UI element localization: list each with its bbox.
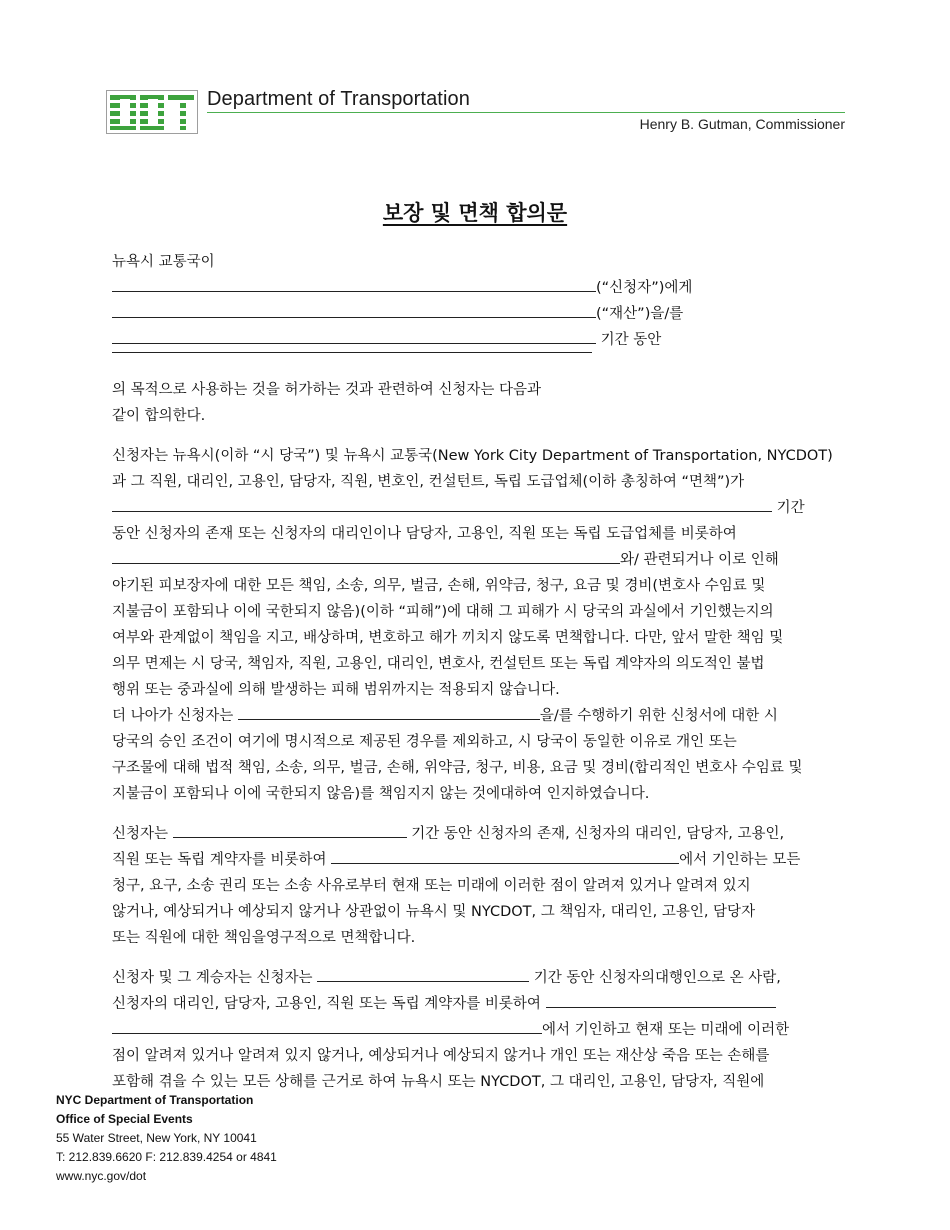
- intro-line-period: [112, 327, 661, 353]
- para3-period-field[interactable]: [317, 967, 529, 982]
- para3-line-4: 점이 알려져 있거나 알려져 있지 않거나, 예상되거나 예상되지 않거나 개인 또는 재산상 죽음 또는 손해를: [112, 1048, 770, 1064]
- para1-line-13: 구조물에 대해 법적 책임, 소송, 의무, 벌금, 손해, 위약금, 청구, 비용, 요금 및 경비(합리적인 변호사 수임료 및: [112, 760, 803, 776]
- para1-line-6: 야기된 피보장자에 대한 모든 책임, 소송, 의무, 벌금, 손해, 위약금, 청구, 요금 및 경비(변호사 수임료 및: [112, 578, 766, 594]
- para1-line-2: 과 그 직원, 대리인, 고용인, 담당자, 직원, 변호인, 컨설턴트, 독립 도급업체(이하 총칭하여 “면책”)가: [112, 474, 745, 490]
- footer-org: [56, 1091, 277, 1110]
- para2-line-3: 청구, 요구, 소송 권리 또는 소송 사유로부터 현재 또는 미래에 이러한 점이 알려져 있거나 알려져 있지: [112, 878, 751, 894]
- para1-line-5: [112, 547, 779, 573]
- intro-line-6: 의 목적으로 사용하는 것을 허가하는 것과 관련하여 신청자는 다음과: [112, 382, 542, 398]
- para1-period-label: 기간: [772, 500, 805, 516]
- footer-address: 55 Water Street, New York, NY 10041: [56, 1131, 257, 1145]
- para3-l3-suffix: 에서 기인하고 현재 또는 미래에 이러한: [542, 1022, 790, 1038]
- footer-office: [56, 1110, 277, 1129]
- property-field[interactable]: [112, 303, 596, 318]
- para1-l11-prefix: 더 나아가 신청자는: [112, 708, 238, 724]
- footer: [56, 1091, 277, 1186]
- para3-l1-prefix: 신청자 및 그 계승자는 신청자는: [112, 970, 318, 986]
- para2-line-2: [112, 847, 800, 873]
- dot-logo: [106, 90, 198, 134]
- footer-office-text: Office of Special Events: [56, 1112, 193, 1126]
- para2-line-5: 또는 직원에 대한 책임을영구적으로 면책합니다.: [112, 930, 416, 946]
- para1-line-7: 지불금이 포함되나 이에 국한되지 않음)(이하 “피해”)에 대해 그 피해가 시 당국의 과실에서 기인했는지의: [112, 604, 774, 620]
- para2-line-4: 않거나, 예상되거나 예상되지 않거나 상관없이 뉴욕시 및 NYCDOT, 그 책임자, 대리인, 고용인, 담당자: [112, 904, 756, 920]
- para1-activity-field[interactable]: [112, 549, 620, 564]
- para1-line-4: 동안 신청자의 존재 또는 신청자의 대리인이나 담당자, 고용인, 직원 또는 독립 도급업체를 비롯하여: [112, 526, 737, 542]
- para1-text: 신청자는 뉴욕시(이하 “시 당국”) 및 뉴욕시 교통국(New York City Department of Transportation, NYCDOT): [112, 448, 833, 464]
- para1-line-11: [112, 703, 778, 729]
- para2-period-field[interactable]: [173, 823, 407, 838]
- para2-l2-prefix: 직원 또는 독립 계약자를 비롯하여: [112, 852, 332, 868]
- intro-line-7: 같이 합의한다.: [112, 408, 206, 424]
- intro-line-property: [112, 301, 683, 327]
- para1-line-12: 당국의 승인 조건이 여기에 명시적으로 제공된 경우를 제외하고, 시 당국이 동일한 이유로 개인 또는: [112, 734, 737, 750]
- para1-purpose-field[interactable]: [238, 705, 540, 720]
- footer-web-link[interactable]: www.nyc.gov/dot: [56, 1169, 147, 1183]
- para3-l1-suffix: 기간 동안 신청자의대행인으로 온 사람,: [529, 970, 781, 986]
- para1-line-1: [112, 443, 833, 469]
- applicant-label: (“신청자”)에게: [596, 280, 693, 296]
- para3-activity-field[interactable]: [546, 993, 776, 1008]
- footer-phone: T: 212.839.6620 F: 212.839.4254 or 4841: [56, 1150, 277, 1164]
- footer-org-text: NYC Department of Transportation: [56, 1093, 254, 1107]
- para1-period-field[interactable]: [112, 497, 772, 512]
- para1-line-8: 여부와 관계없이 책임을 지고, 배상하며, 변호하고 해가 끼치지 않도록 면책합니다. 다만, 앞서 말한 책임 및: [112, 630, 784, 646]
- para1-line-10: 행위 또는 중과실에 의해 발생하는 피해 범위까지는 적용되지 않습니다.: [112, 682, 560, 698]
- para3-line-3: [112, 1017, 789, 1043]
- para2-activity-field[interactable]: [331, 849, 679, 864]
- department-name: Department of Transportation: [207, 88, 470, 110]
- para2-l2-suffix: 에서 기인하는 모든: [679, 852, 801, 868]
- para1-l11-suffix: 을/를 수행하기 위한 신청서에 대한 시: [539, 708, 778, 724]
- property-label: (“재산”)을/를: [596, 306, 684, 322]
- para1-line-14: 지불금이 포함되나 이에 국한되지 않음)를 책임지지 않는 것에대하여 인지하였습니다.: [112, 786, 650, 802]
- para3-line-2: [112, 991, 776, 1017]
- period-field[interactable]: [112, 329, 596, 344]
- para3-activity-field-cont[interactable]: [112, 1019, 542, 1034]
- document-title: [0, 197, 950, 227]
- para1-activity-label: 와/ 관련되거나 이로 인해: [620, 552, 779, 568]
- purpose-field[interactable]: [112, 352, 592, 353]
- header-rule: [207, 112, 845, 113]
- para1-line-9: 의무 면제는 시 당국, 책임자, 직원, 고용인, 대리인, 변호사, 컨설턴트 또는 독립 계약자의 의도적인 불법: [112, 656, 765, 672]
- para3-line-1: [112, 965, 781, 991]
- para2-line-1: [112, 821, 784, 847]
- intro-line-applicant: [112, 275, 692, 301]
- period-label: 기간 동안: [596, 332, 662, 348]
- title-text: 보장 및 면책 합의문: [382, 201, 568, 225]
- para1-line-3: [112, 495, 805, 521]
- para3-line-5: 포함해 겪을 수 있는 모든 상해를 근거로 하여 뉴욕시 또는 NYCDOT, 그 대리인, 고용인, 담당자, 직원에: [112, 1074, 765, 1090]
- para2-l1-prefix: 신청자는: [112, 826, 173, 842]
- commissioner-name: Henry B. Gutman, Commissioner: [639, 116, 845, 132]
- intro-line-1: 뉴욕시 교통국이: [112, 254, 215, 270]
- para2-l1-suffix: 기간 동안 신청자의 존재, 신청자의 대리인, 담당자, 고용인,: [406, 826, 785, 842]
- para3-l2-prefix: 신청자의 대리인, 담당자, 고용인, 직원 또는 독립 계약자를 비롯하여: [112, 996, 546, 1012]
- applicant-name-field[interactable]: [112, 277, 596, 292]
